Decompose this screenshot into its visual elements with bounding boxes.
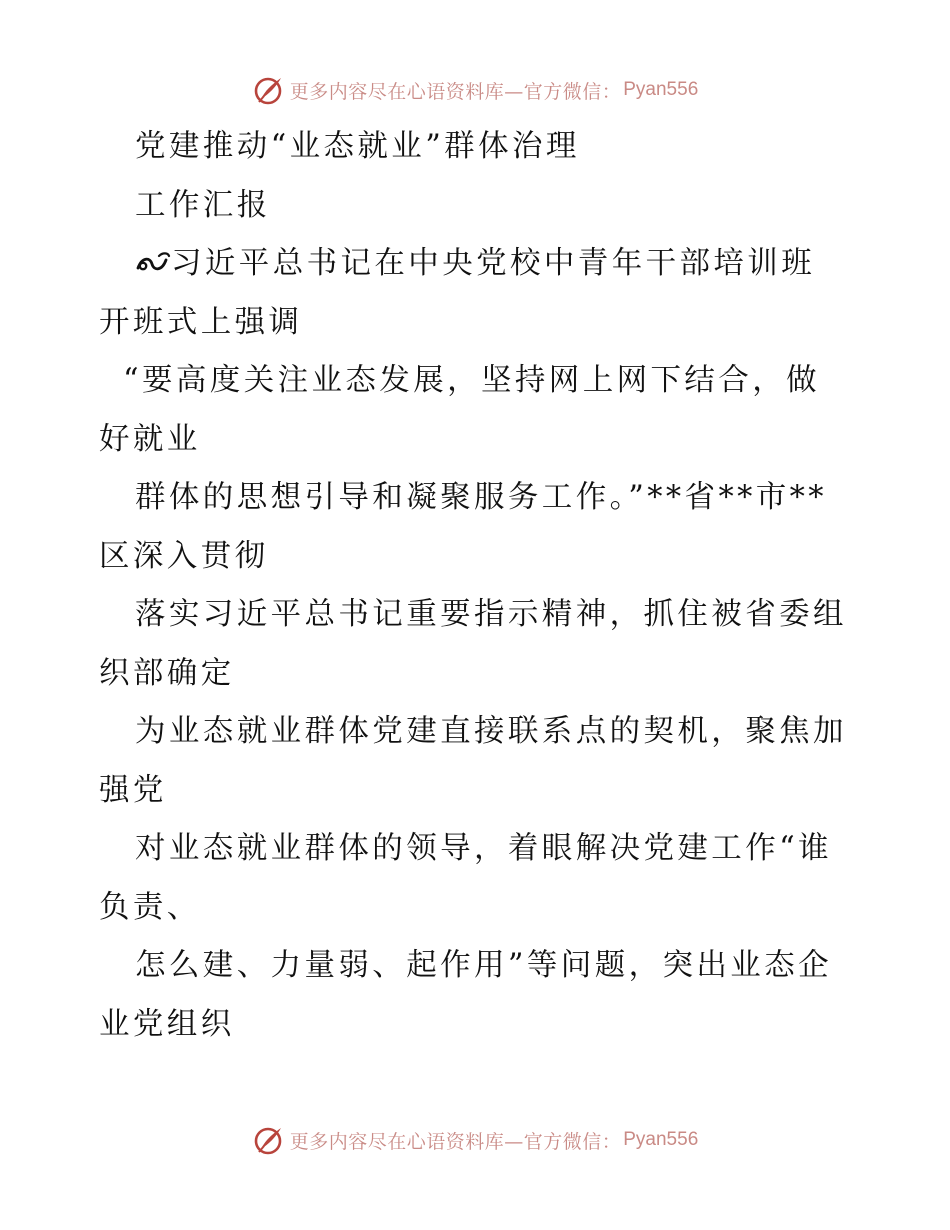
- paragraph-line: [99, 235, 851, 294]
- watermark-text: 更多内容尽在心语资料库—官方微信：: [289, 1130, 622, 1153]
- paragraph-line: 强党: [99, 772, 167, 808]
- watermark-text: 更多内容尽在心语资料库—官方微信：: [289, 80, 622, 103]
- doc-title: 党建推动“业态就业”群体治理: [135, 129, 580, 164]
- paragraph-line: 怎么建、力量弱、起作用”等问题，突出业态企: [135, 948, 832, 983]
- document-body: [99, 118, 851, 1054]
- paragraph-line: 为业态就业群体党建直接联系点的契机，聚焦加: [135, 714, 847, 749]
- paragraph-text: 习近平总书记在中央党校中青年干部培训班: [171, 246, 816, 281]
- paragraph-line: 开班式上强调: [99, 304, 303, 340]
- quill-logo-icon: [252, 1124, 284, 1156]
- paragraph-line: 负责、: [99, 889, 201, 925]
- paragraph-line: 对业态就业群体的领导，着眼解决党建工作“谁: [135, 831, 832, 866]
- quill-logo-icon: [252, 74, 284, 106]
- watermark-handle: Pyan556: [623, 1129, 699, 1150]
- header-watermark: [0, 70, 950, 110]
- paragraph-line: 业党组织: [99, 1006, 235, 1042]
- paragraph-line: 织部确定: [99, 655, 235, 691]
- paragraph-line: “要高度关注业态发展，坚持网上网下结合，做: [123, 363, 820, 398]
- doc-subtitle: 工作汇报: [135, 187, 271, 223]
- paragraph-line: 区深入贯彻: [99, 538, 269, 574]
- paragraph-line: 好就业: [99, 421, 201, 457]
- footer-watermark: [0, 1120, 950, 1160]
- paragraph-line: 落实习近平总书记重要指示精神，抓住被省委组: [135, 597, 847, 632]
- paragraph-line: 群体的思想引导和凝聚服务工作。”**省**市**: [135, 480, 827, 515]
- flourish-icon: [135, 251, 171, 275]
- watermark-handle: Pyan556: [623, 79, 699, 100]
